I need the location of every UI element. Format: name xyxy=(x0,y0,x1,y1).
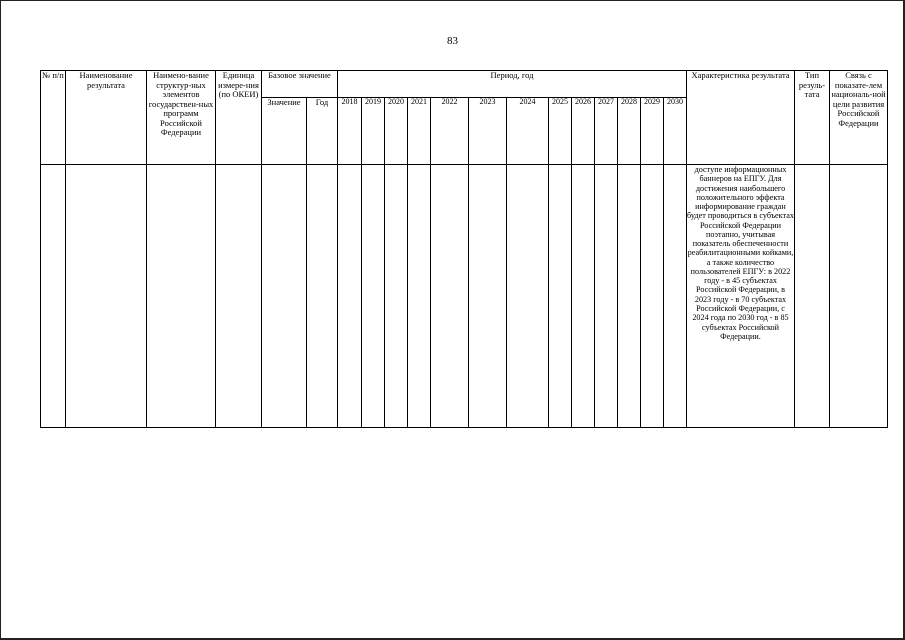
cell-year-2028 xyxy=(618,165,641,428)
header-structural-elements: Наимено-вание структур-ных элементов государствен-ных программ Российской Федерации xyxy=(147,71,216,165)
cell-year-2021 xyxy=(408,165,431,428)
cell-national-goal-link xyxy=(830,165,888,428)
cell-base-value xyxy=(262,165,307,428)
header-base-value-year: Год xyxy=(307,98,338,165)
cell-year-2029 xyxy=(641,165,664,428)
cell-year-2027 xyxy=(595,165,618,428)
header-year-2020: 2020 xyxy=(385,98,408,165)
header-result-name: Наименование результата xyxy=(66,71,147,165)
cell-characteristic: доступе информационных баннеров на ЕПГУ. Для достижения наибольшего положительного эффекта информирование граждан будет проводиться в субъектах Российской Федерации поэтапно, учитывая показатель обеспеченности реабилитационными койками, а также количество пользователей ЕПГУ: в 2022 году - в 45 субъектах Российской Федерации, в 2023 году - в 70 субъектах Российской Федерации, с 2024 года по 2030 год - в 85 субъектах Российской Федерации. xyxy=(687,165,795,428)
header-year-2018: 2018 xyxy=(338,98,362,165)
cell-base-year xyxy=(307,165,338,428)
header-year-2019: 2019 xyxy=(362,98,385,165)
cell-year-2018 xyxy=(338,165,362,428)
header-year-2022: 2022 xyxy=(431,98,469,165)
cell-year-2019 xyxy=(362,165,385,428)
cell-year-2024 xyxy=(507,165,549,428)
cell-unit xyxy=(216,165,262,428)
cell-year-2023 xyxy=(469,165,507,428)
header-year-2021: 2021 xyxy=(408,98,431,165)
header-num: № п/п xyxy=(41,71,66,165)
page-number: 83 xyxy=(447,35,458,47)
header-unit: Единица измере-ния (по ОКЕИ) xyxy=(216,71,262,165)
header-base-value-value: Значение xyxy=(262,98,307,165)
header-year-2029: 2029 xyxy=(641,98,664,165)
cell-year-2022 xyxy=(431,165,469,428)
cell-year-2026 xyxy=(572,165,595,428)
header-year-2023: 2023 xyxy=(469,98,507,165)
scan-edge-top xyxy=(0,0,905,1)
cell-result-type xyxy=(795,165,830,428)
header-base-value: Базовое значение xyxy=(262,71,338,98)
header-characteristic: Характеристика результата xyxy=(687,71,795,165)
header-period: Период, год xyxy=(338,71,687,98)
cell-year-2020 xyxy=(385,165,408,428)
scan-edge-left xyxy=(0,0,1,640)
header-year-2028: 2028 xyxy=(618,98,641,165)
table-row xyxy=(41,165,888,428)
header-result-type: Тип резуль-тата xyxy=(795,71,830,165)
header-national-goal-link: Связь с показате-лем националь-ной цели развития Российской Федерации xyxy=(830,71,888,165)
header-row-top xyxy=(41,71,888,98)
cell-year-2030 xyxy=(664,165,687,428)
header-year-2027: 2027 xyxy=(595,98,618,165)
cell-structural-elements xyxy=(147,165,216,428)
header-year-2024: 2024 xyxy=(507,98,549,165)
header-year-2026: 2026 xyxy=(572,98,595,165)
cell-year-2025 xyxy=(549,165,572,428)
header-year-2030: 2030 xyxy=(664,98,687,165)
header-year-2025: 2025 xyxy=(549,98,572,165)
results-table xyxy=(40,70,888,428)
cell-result-name xyxy=(66,165,147,428)
cell-num xyxy=(41,165,66,428)
